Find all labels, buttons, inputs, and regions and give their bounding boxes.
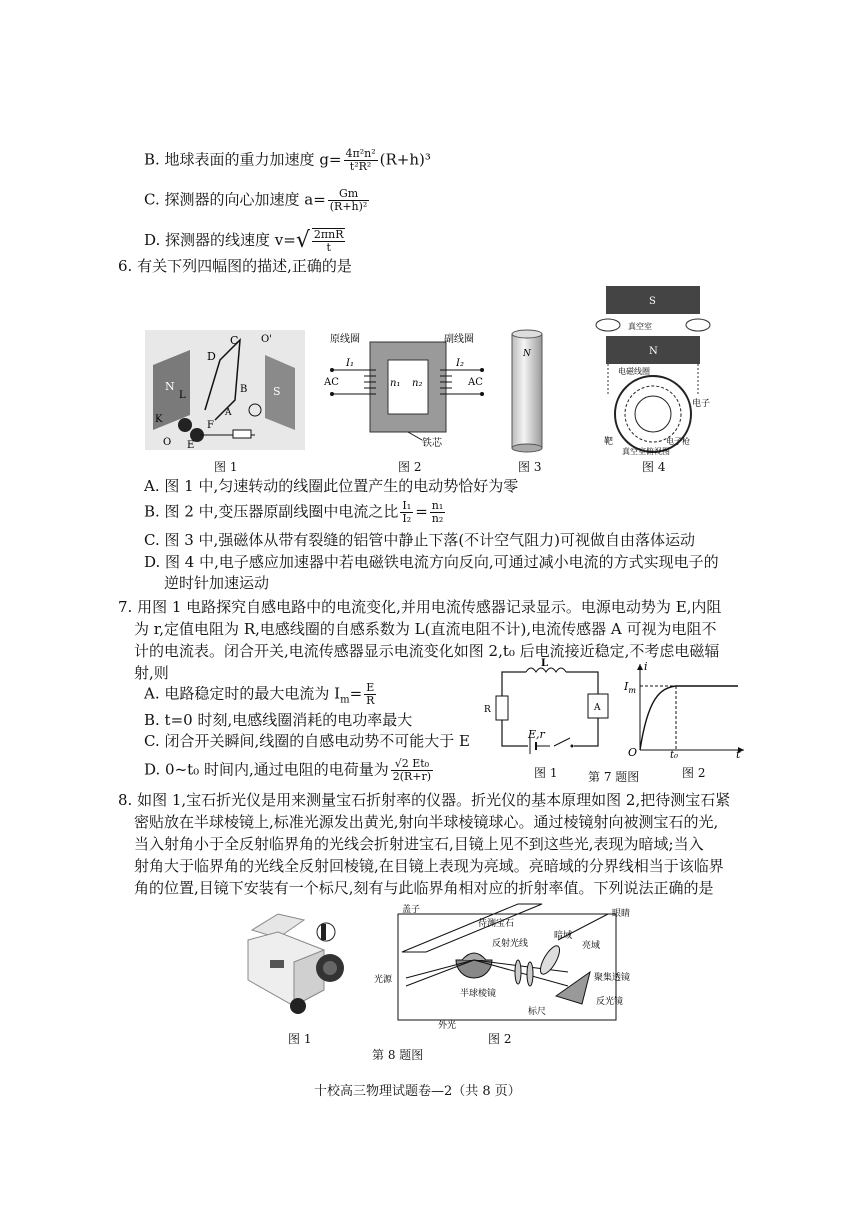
q6-fig3-caption: 图 3 xyxy=(518,460,542,474)
q7-fig-caption: 第 7 题图 xyxy=(588,770,640,784)
q8-fig2-caption: 图 2 xyxy=(488,1032,512,1046)
fig2-i2: I₂ xyxy=(456,358,464,369)
q7-option-c: C. 闭合开关瞬间,线圈的自感电动势不可能大于 E xyxy=(144,732,470,750)
fig1-label: A xyxy=(225,408,232,418)
hemisphere-prism xyxy=(456,960,492,978)
q6-fig2-caption: 图 2 xyxy=(398,460,422,474)
fig4-vacuum-label: 真空室 xyxy=(628,322,652,331)
fig1-label: B xyxy=(240,384,248,395)
q6-fig3-tube xyxy=(508,326,548,456)
q7-fig1-circuit xyxy=(484,658,614,758)
q7-fig2-i: i xyxy=(644,660,648,673)
fig1-label: O xyxy=(163,437,172,448)
fig1-label: O' xyxy=(261,334,272,345)
fig4-n-label: N xyxy=(649,346,658,357)
page-footer: 十校高三物理试题卷—2（共 8 页） xyxy=(314,1084,521,1099)
q6-fig1-generator xyxy=(145,330,305,450)
current-curve xyxy=(640,686,738,750)
fig4-s-label: S xyxy=(649,296,656,307)
fig4-target-label: 靶 xyxy=(604,437,614,447)
q7-stem-line4: 射,则 xyxy=(134,664,169,682)
q8-stem-line4: 射角大于临界角的光线全反射回棱镜,在目镜上表现为亮域。亮暗域的分界线相当于该临界 xyxy=(134,857,724,875)
fig1-label: N xyxy=(165,380,175,393)
q7-option-d: D. 0~t₀ 时间内,通过电阻的电荷量为 $\frac{\text{√2 Et₀}}{2(R+r)}$ xyxy=(144,757,432,783)
q6-option-c: C. 图 3 中,强磁体从带有裂缝的铝管中静止下落(不计空气阻力)可视做自由落体运动 xyxy=(144,531,696,549)
q8-fig-caption: 第 8 题图 xyxy=(372,1048,424,1062)
q7-stem-line2: 为 r,定值电阻为 R,电感线圈的自感系数为 L(直流电阻不计),电流传感器 A 可视为电阻不 xyxy=(134,620,717,638)
fig2-ac-right: AC xyxy=(468,377,483,388)
q6-fig4-caption: 图 4 xyxy=(642,460,666,474)
fig2-ac-left: AC xyxy=(324,377,339,388)
q6-fig1-caption: 图 1 xyxy=(214,460,238,474)
fig2-core-label: 铁芯 xyxy=(422,438,442,449)
fig1-label: E xyxy=(187,440,195,450)
q8-label-prism: 半球棱镜 xyxy=(460,989,497,999)
q8-label-dark: 暗域 xyxy=(554,931,573,941)
q5-option-d: D. 探测器的线速度 v=√ $\frac{\text{2πnR}}{t}$ xyxy=(144,228,344,254)
q8-label-bright: 亮域 xyxy=(582,941,601,951)
q7-fig1-caption: 图 1 xyxy=(534,766,558,780)
fig2-n1: n₁ xyxy=(390,378,401,389)
fig4-view-label: 真空室俯视图 xyxy=(622,447,670,456)
fig1-label: L xyxy=(179,390,186,401)
fig2-secondary-label: 副线圈 xyxy=(444,334,474,345)
q7-fig1-er: E,r xyxy=(528,728,545,741)
q7-fig2-graph xyxy=(620,658,750,758)
q7-fig1-a: A xyxy=(594,703,601,713)
q6-option-b: B. 图 2 中,变压器原副线圈中电流之比 $\frac{\text{I₁}}{\text{I₂}}$ = $\frac{\text{n₁}}{\text{n₂}}$ xyxy=(144,499,444,525)
q8-label-scale: 标尺 xyxy=(528,1007,547,1017)
fig2-n2: n₂ xyxy=(412,378,423,389)
q8-fig1-refractometer xyxy=(238,910,358,1020)
q7-fig2-t0: t₀ xyxy=(670,750,679,758)
q8-fig1-caption: 图 1 xyxy=(288,1032,312,1046)
q5-option-b: B. 地球表面的重力加速度 g= $\frac{\text{4π²n²}}{\text{t²R²}}$ (R+h)³ xyxy=(144,147,431,173)
q7-fig2-caption: 图 2 xyxy=(682,766,706,780)
q7-fig1-r: R xyxy=(484,705,491,715)
q7-option-a: A. 电路稳定时的最大电流为 $I_m=$ $\frac{E}{R}$ xyxy=(144,681,375,707)
fig2-primary-label: 原线圈 xyxy=(330,334,360,345)
q7-stem-line3: 计的电流表。闭合开关,电流传感器显示电流变化如图 2,t₀ 后电流接近稳定,不考虑电磁辐 xyxy=(134,642,720,660)
q6-option-d-line1: D. 图 4 中,电子感应加速器中若电磁铁电流方向反向,可通过减小电流的方式实现电子的 xyxy=(144,553,719,571)
q6-option-a: A. 图 1 中,匀速转动的线圈此位置产生的电动势恰好为零 xyxy=(144,477,519,495)
q8-label-source: 光源 xyxy=(374,975,393,985)
q8-label-reflect: 反射光线 xyxy=(492,939,529,949)
q8-stem-line2: 密贴放在半球棱镜上,标准光源发出黄光,射向半球棱镜球心。通过棱镜射向被测宝石的光, xyxy=(134,813,719,831)
sqrt-sign: √ xyxy=(295,228,310,253)
q7-option-b: B. t=0 时刻,电感线圈消耗的电功率最大 xyxy=(144,711,413,729)
q8-fig2-principle xyxy=(368,900,648,1030)
q6-stem: 6. 有关下列四幅图的描述,正确的是 xyxy=(118,257,352,275)
q8-stem-line1: 8. 如图 1,宝石折光仪是用来测量宝石折射率的仪器。折光仪的基本原理如图 2,把待测宝石紧 xyxy=(118,791,731,809)
fig1-label: D xyxy=(207,350,216,363)
fig1-label: K xyxy=(155,414,163,425)
fig1-label: F xyxy=(207,420,214,431)
q7-fig1-l: L xyxy=(541,658,549,669)
q8-label-gem: 待测宝石 xyxy=(478,919,515,929)
q8-label-lid: 盖子 xyxy=(402,905,421,915)
q5-option-c: C. 探测器的向心加速度 a= $\frac{Gm}{\text{(R+h)²}}$ xyxy=(144,187,368,213)
q8-label-outside: 外光 xyxy=(438,1021,457,1030)
q7-fig2-im: $I_m$ xyxy=(624,680,636,695)
q6-fig4-betatron xyxy=(588,284,728,456)
q8-stem-line5: 角的位置,目镜下安装有一个标尺,刻有与此临界角相对应的折射率值。下列说法正确的是 xyxy=(134,879,714,897)
fig1-label: S xyxy=(273,385,281,398)
q8-stem-line3: 当入射角小于全反射临界角的光线会折射进宝石,目镜上见不到这些光,表现为暗域;当入 xyxy=(134,835,704,853)
q8-label-eye: 眼睛 xyxy=(612,909,631,919)
q6-option-d-line2: 逆时针加速运动 xyxy=(164,574,270,592)
fig1-label: C xyxy=(230,334,239,347)
q8-label-mirror: 反光镜 xyxy=(596,997,624,1007)
q7-stem-line1: 7. 用图 1 电路探究自感电路中的电流变化,并用电流传感器记录显示。电源电动势为 E,内阻 xyxy=(118,598,722,616)
q8-label-lens: 聚集透镜 xyxy=(594,973,631,983)
fig2-i1: I₁ xyxy=(346,358,354,369)
q7-fig2-o: O xyxy=(628,746,638,758)
q6-fig2-transformer xyxy=(322,330,492,450)
q7-fig2-t: t xyxy=(736,748,741,758)
fig3-magnet-label: N xyxy=(523,349,531,359)
fig4-coil-label: 电磁线圈 xyxy=(618,367,650,376)
fig4-gun-label: 电子枪 xyxy=(666,437,690,446)
fig4-electron-label: 电子 xyxy=(692,399,711,409)
